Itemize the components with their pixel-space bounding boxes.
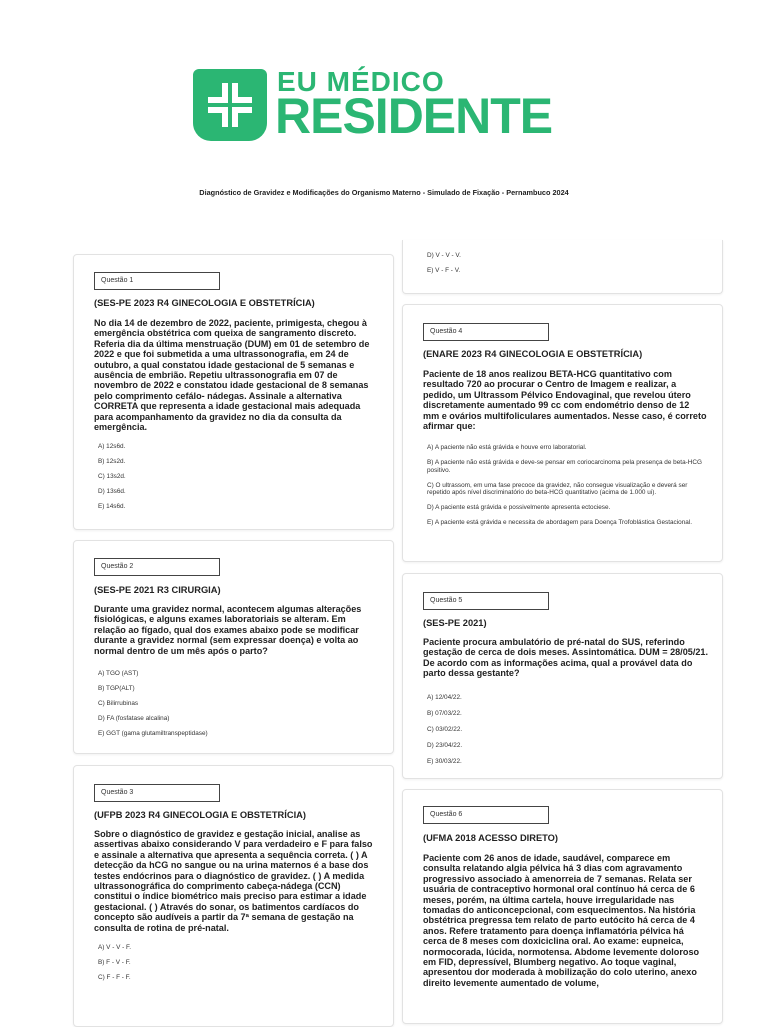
question-text: Sobre o diagnóstico de gravidez e gestação inicial, analise as assertivas abaixo considerando V para verdadeiro e F para falso e assinale a alternativa que apresenta a sequência correta. ( ) A detecção da hCG no sangue ou na urina maternos é a base dos testes endócrinos para o diagnóstico de gravidez. ( ) A medida ultrassonográfica do comprimento cabeça-nádega (CCN) constitui o índice biométrico mais preciso para estimar a idade gestacional. ( ) Através do sonar, os batimentos cardíacos do concepto são audíveis a partir da 7ª semana de gestação na consulta de rotina de pré-natal. [94, 829, 373, 933]
logo [193, 68, 573, 142]
option-a[interactable]: A) TGO (AST) [98, 670, 139, 677]
option-c[interactable]: C) 03/02/22. [427, 725, 463, 733]
question-source: (UFPB 2023 R4 GINECOLOGIA E OBSTETRÍCIA) [94, 810, 306, 820]
option-d[interactable]: D) FA (fosfatase alcalina) [98, 714, 170, 722]
option-c[interactable]: C) Bilirrubinas [98, 699, 139, 707]
question-text: No dia 14 de dezembro de 2022, paciente, primigesta, chegou à emergência obstétrica com queixa de sangramento discreto. Referia dia da última menstruação (DUM) em 01 de setembro de 2022 e que foi submetida a uma ultrassonografia, em 24 de outubro, a qual constatou idade gestacional de 5 semanas e ausência de embrião. Repetiu ultrassonografia em 07 de novembro de 2022 e constatou idade gestacional de 8 semanas pelo comprimento cefálo- nádegas. Assinale a alternativa CORRETA que representa a idade gestacional mais adequada para acompanhamento da gravidez no dia da consulta da emergência. [94, 318, 370, 433]
option-b[interactable]: B) 07/03/22. [427, 709, 462, 717]
answer-options [98, 443, 379, 511]
question-text: Paciente de 18 anos realizou BETA-HCG quantitativo com resultado 720 ao procurar o Centro de Imagem e realizar, a pedido, um Ultrassom Pélvico Endovaginal, que revelou útero discretamente aumentado 99 cc com endométrio denso de 12 mm e ovários multifoliculares aumentados. Nesse caso, é correto afirmar que: [423, 369, 707, 432]
option-a[interactable]: A) 12/04/22. [427, 694, 462, 701]
question-number-box: Questão 2 [94, 558, 220, 576]
option-e[interactable]: E) 30/03/22. [427, 757, 462, 765]
question-number-box: Questão 6 [423, 806, 549, 824]
option-d[interactable]: D) V - V - V. [427, 252, 461, 259]
question-source: (SES-PE 2021 R3 CIRURGIA) [94, 585, 221, 595]
question-source: (SES-PE 2023 R4 GINECOLOGIA E OBSTETRÍCIA) [94, 298, 315, 308]
option-c[interactable]: C) F - F - F. [98, 973, 131, 981]
logo-line-1: EU MÉDICO [277, 66, 445, 97]
option-d[interactable]: D) 23/04/22. [427, 741, 463, 749]
question-source: (SES-PE 2021) [423, 618, 487, 628]
option-a[interactable]: A) A paciente não está grávida e houve erro laboratorial. [427, 444, 587, 451]
option-b[interactable]: B) TGP(ALT) [98, 684, 135, 692]
option-d[interactable]: D) A paciente está grávida e possivelmente apresenta ectociese. [427, 504, 611, 512]
question-number-box: Questão 5 [423, 592, 549, 610]
question-source: (ENARE 2023 R4 GINECOLOGIA E OBSTETRÍCIA) [423, 349, 643, 359]
logo-line-2: RESIDENTE [275, 88, 553, 144]
question-number-box: Questão 4 [423, 323, 549, 341]
answer-options [98, 944, 379, 982]
question-card-1 [73, 254, 394, 530]
question-card-3 [73, 765, 394, 1027]
question-text: Paciente procura ambulatório de pré-natal do SUS, referindo gestação de cerca de dois meses. Assintomática. DUM = 28/05/21. De acordo com as informações acima, qual a provável data do parto dessa gestante? [423, 637, 708, 679]
option-c[interactable]: C) O ultrassom, em uma fase precoce da gravidez, não consegue visualização e deverá ser repetido após nível discriminatório do beta-HCG quantitativo (acima de 1.000 ui). [427, 481, 688, 497]
question-source: (UFMA 2018 ACESSO DIRETO) [423, 833, 558, 843]
document-title: Diagnóstico de Gravidez e Modificações do Organismo Materno - Simulado de Fixação - Pernambuco 2024 [199, 188, 569, 197]
answer-options [427, 444, 708, 527]
option-e[interactable]: E) A paciente está grávida e necessita de abordagem para Doença Trofoblástica Gestacional. [427, 519, 693, 527]
answer-options [427, 694, 708, 766]
option-c[interactable]: C) 13s2d. [98, 472, 126, 480]
question-card-2 [73, 540, 394, 754]
answer-options [427, 252, 708, 275]
question-card-6 [402, 789, 723, 1024]
option-a[interactable]: A) 12s6d. [98, 443, 126, 450]
question-text: Paciente com 26 anos de idade, saudável, comparece em consulta relatando algia pélvica há 3 dias com agravamento progressivo associado à amenorreia de 7 semanas. Relata ser usuária de contraceptivo hormonal oral contínuo há cerca de 6 meses, porém, na última cartela, houve irregularidade nas tomadas do anticoncepcional, com esquecimentos. Na história obstétrica pregressa tem relato de parto eutócito há cerca de 4 anos. Refere tratamento para doença inflamatória pélvica há cerca de 8 meses com doxiciclina oral. Ao exame: eupneica, normocorada, lúcida, normotensa. Abdome levemente doloroso em FID, depressível, Blumberg negativo. Ao toque vaginal, apresentou dor moderada à mobilização do colo uterino, anexo direito levemente aumentado de volume, [423, 853, 700, 988]
question-card-3-continued [402, 240, 723, 294]
option-e[interactable]: E) GGT (gama glutamiltranspeptidase) [98, 729, 208, 737]
option-a[interactable]: A) V - V - F. [98, 944, 132, 951]
cross-badge-icon [193, 69, 267, 141]
question-card-5 [402, 573, 723, 779]
option-e[interactable]: E) V - F - V. [427, 266, 461, 274]
option-d[interactable]: D) 13s6d. [98, 487, 126, 495]
option-b[interactable]: B) A paciente não está grávida e deve-se pensar em coriocarcinoma pela presença de beta-HCG positivo. [427, 458, 702, 474]
option-e[interactable]: E) 14s6d. [98, 502, 126, 510]
question-card-4 [402, 304, 723, 562]
option-b[interactable]: B) F - V - F. [98, 958, 131, 966]
option-b[interactable]: B) 12s2d. [98, 457, 126, 465]
question-number-box: Questão 3 [94, 784, 220, 802]
question-number-box: Questão 1 [94, 272, 220, 290]
answer-options [98, 670, 379, 738]
question-text: Durante uma gravidez normal, acontecem algumas alterações fisiológicas, e alguns exames laboratoriais se alteram. Em relação ao fígado, qual dos exames abaixo pode se modificar durante a gravidez normal (sem expressar doença) e volta ao normal dentro de um mês após o parto? [94, 604, 362, 656]
